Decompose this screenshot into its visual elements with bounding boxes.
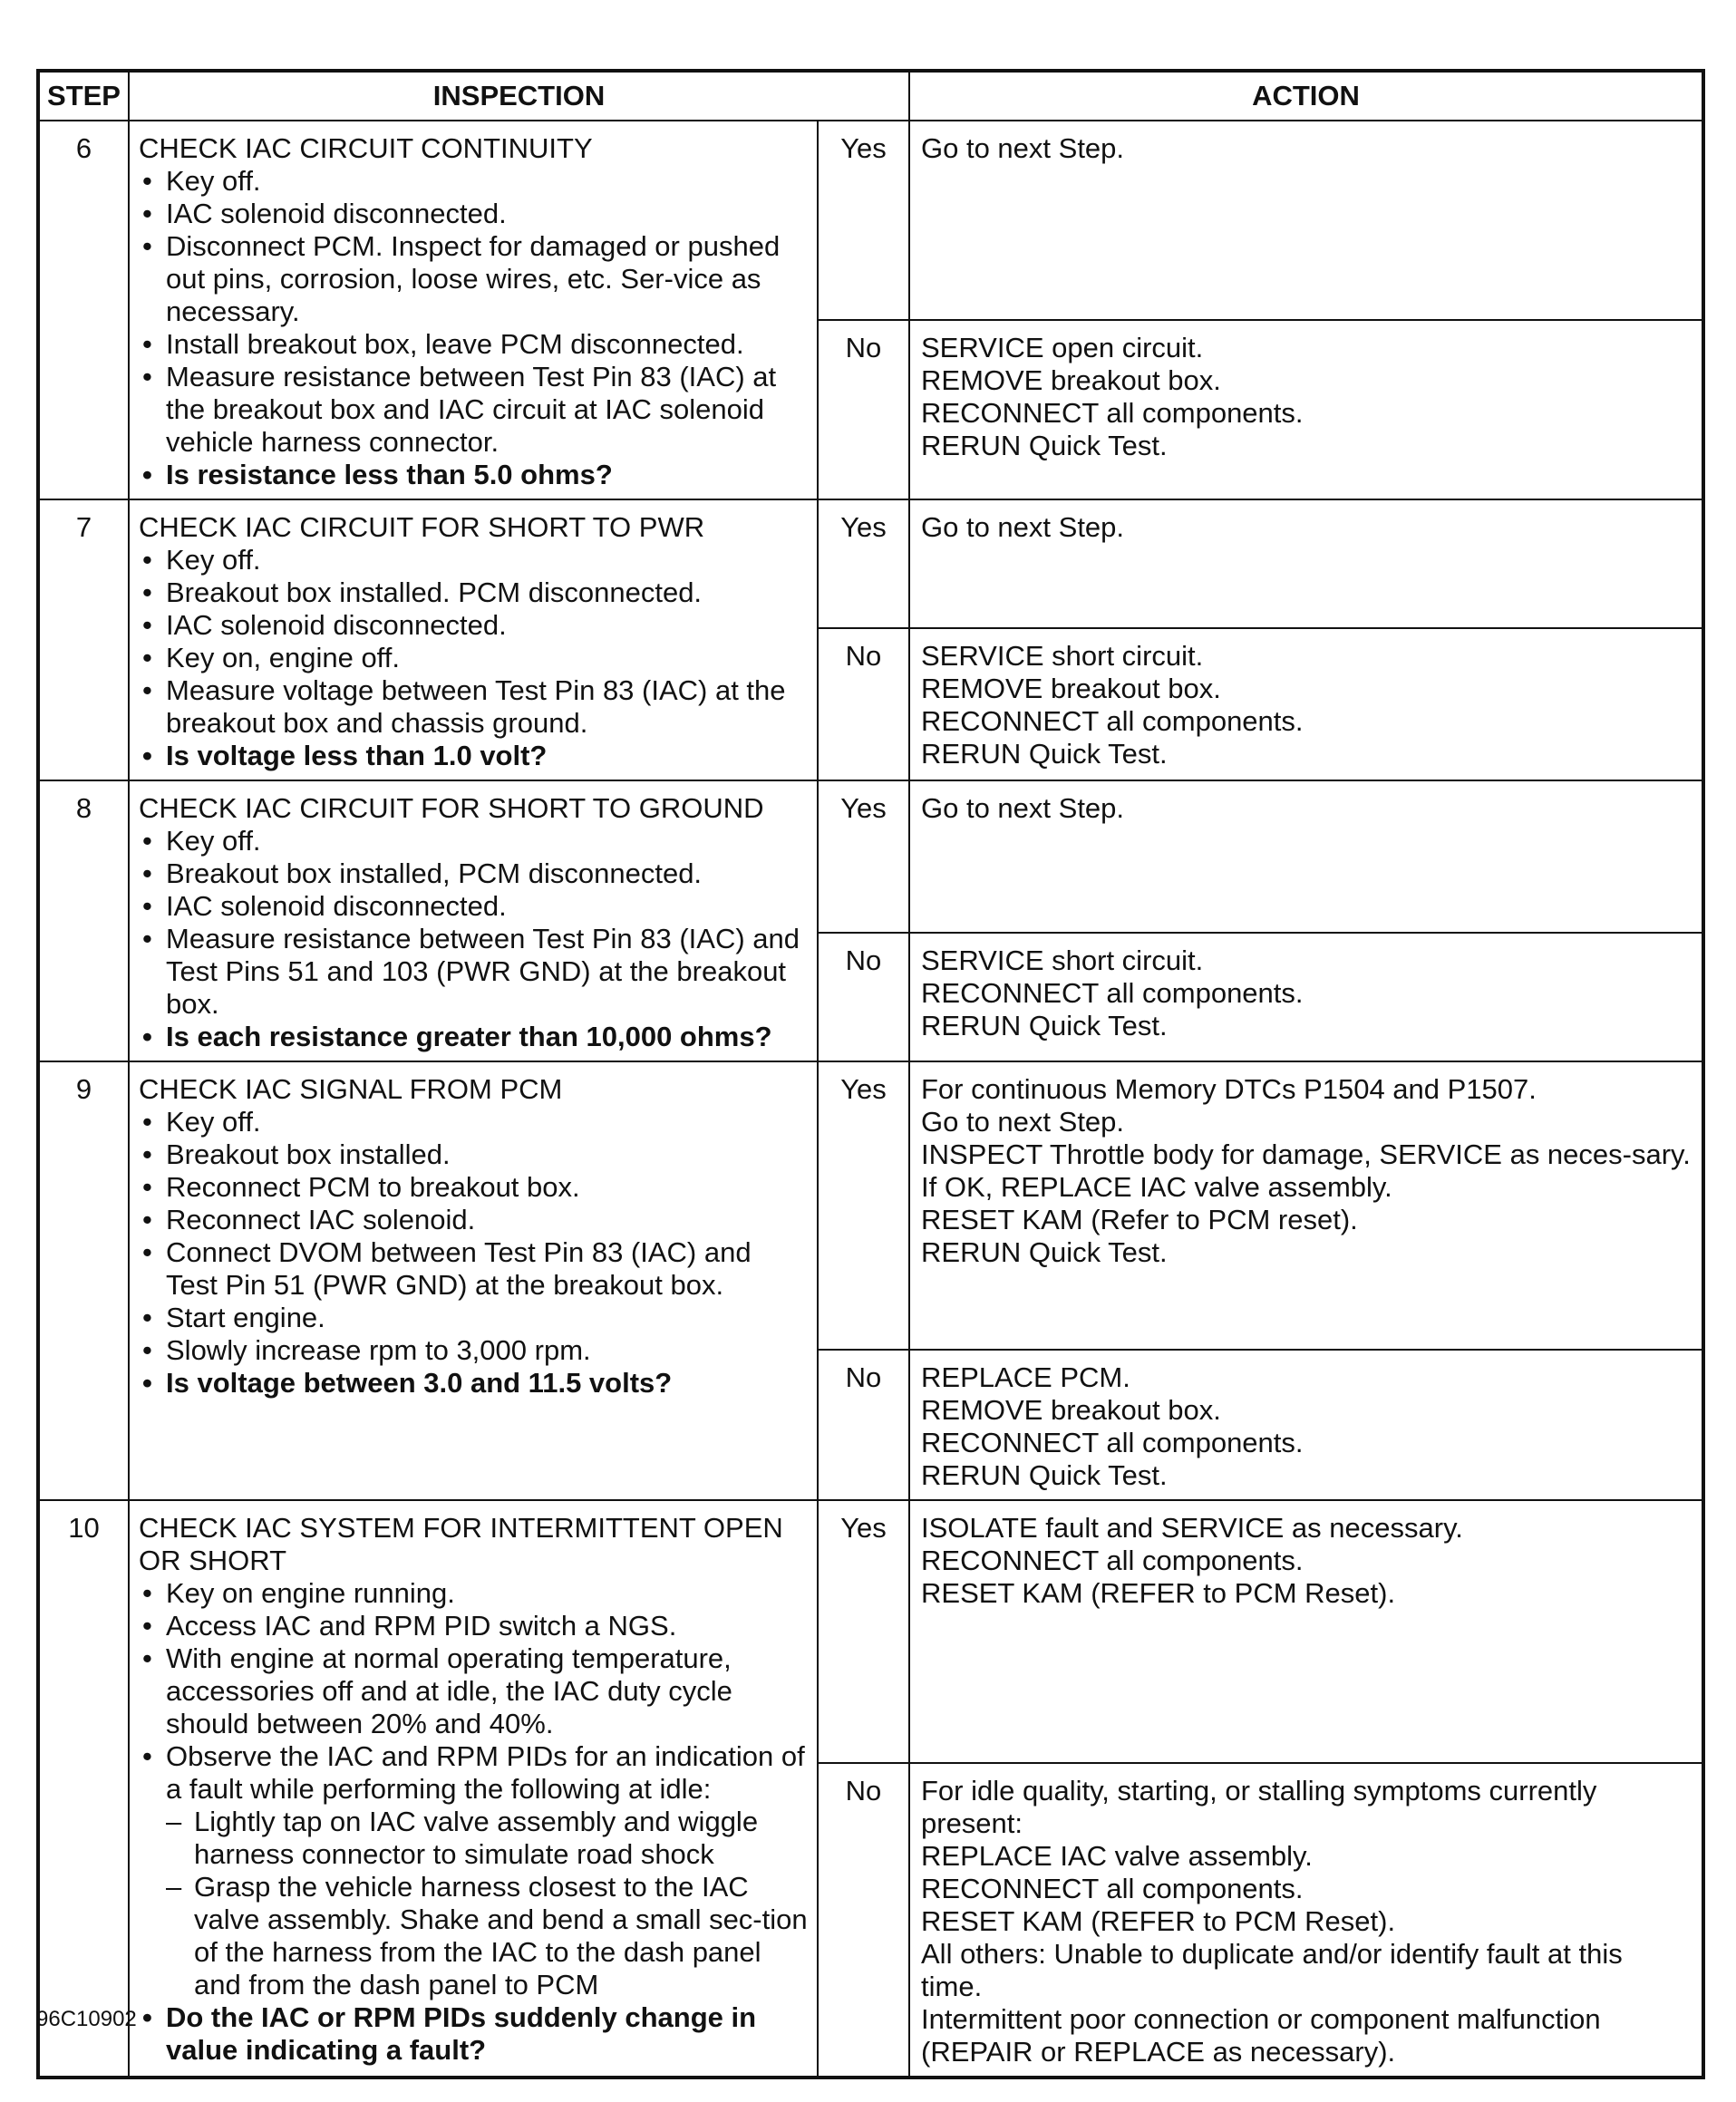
inspection-item-text: IAC solenoid disconnected.: [166, 609, 507, 641]
diagnostic-table: [36, 69, 1705, 2079]
inspection-list: [139, 544, 808, 772]
action-line: REMOVE breakout box.: [921, 364, 1221, 396]
inspection-item-text: Key off.: [166, 544, 261, 576]
inspection-item-text: Key on, engine off.: [166, 642, 400, 673]
step-row-yes: [38, 1500, 1703, 1763]
inspection-item-text: Measure resistance between Test Pin 83 (IAC) at the breakout box and IAC circuit at IAC solenoid vehicle harness connector.: [166, 361, 777, 458]
inspection-item-text: Start engine.: [166, 1302, 325, 1333]
inspection-item: [139, 361, 808, 459]
inspection-item: [139, 544, 808, 576]
inspection-item-text: Breakout box installed.: [166, 1138, 451, 1170]
answer-yes: Yes: [818, 780, 909, 933]
step-row-yes: [38, 780, 1703, 933]
step-row-yes: [38, 1061, 1703, 1350]
inspection-item: [139, 1302, 808, 1334]
step-number: 8: [38, 780, 129, 1061]
action-line: RERUN Quick Test.: [921, 1459, 1168, 1491]
answer-yes: Yes: [818, 1061, 909, 1350]
inspection-item: [139, 923, 808, 1021]
inspection-item-text: With engine at normal operating temperature, accessories off and at idle, the IAC duty cycle should between 20% and 40%.: [166, 1642, 732, 1739]
step-number: 9: [38, 1061, 129, 1500]
inspection-item-text: Observe the IAC and RPM PIDs for an indication of a fault while performing the following at idle:: [166, 1740, 805, 1805]
inspection-item: [139, 642, 808, 674]
inspection-cell: [129, 499, 818, 780]
inspection-question: • Is voltage less than 1.0 volt?: [139, 740, 808, 772]
action-line: RECONNECT all components.: [921, 977, 1304, 1009]
inspection-item: [139, 1204, 808, 1236]
inspection-item: [139, 825, 808, 857]
action-line: ISOLATE fault and SERVICE as necessary.: [921, 1512, 1463, 1544]
action-yes: [909, 1500, 1703, 1763]
action-yes: [909, 1061, 1703, 1350]
action-no: [909, 1763, 1703, 2078]
action-line: Go to next Step.: [921, 1106, 1125, 1138]
action-no: [909, 320, 1703, 499]
inspection-item-text: Reconnect PCM to breakout box.: [166, 1171, 580, 1203]
inspection-list: [139, 825, 808, 1053]
answer-yes: Yes: [818, 1500, 909, 1763]
action-line: RESET KAM (Refer to PCM reset).: [921, 1204, 1358, 1235]
inspection-title: CHECK IAC CIRCUIT CONTINUITY: [139, 132, 593, 164]
step-number: 10: [38, 1500, 129, 2078]
inspection-item: [139, 1334, 808, 1367]
inspection-title: CHECK IAC SIGNAL FROM PCM: [139, 1073, 563, 1105]
inspection-item: [139, 1577, 808, 1610]
inspection-item-text: Measure resistance between Test Pin 83 (IAC) and Test Pins 51 and 103 (PWR GND) at the breakout box.: [166, 923, 800, 1020]
action-line: RECONNECT all components.: [921, 705, 1304, 737]
step-row-yes: [38, 121, 1703, 320]
answer-no: No: [818, 1763, 909, 2078]
action-line: For continuous Memory DTCs P1504 and P1507.: [921, 1073, 1537, 1105]
inspection-item: [139, 1610, 808, 1642]
inspection-item-text: Access IAC and RPM PID switch a NGS.: [166, 1610, 677, 1642]
header-action: ACTION: [909, 71, 1703, 121]
action-line: RERUN Quick Test.: [921, 1010, 1168, 1041]
answer-no: No: [818, 320, 909, 499]
inspection-cell: [129, 1061, 818, 1500]
answer-no: No: [818, 933, 909, 1061]
step-number: 7: [38, 499, 129, 780]
header-row: [38, 71, 1703, 121]
action-line: RERUN Quick Test.: [921, 1236, 1168, 1268]
inspection-item-text: Breakout box installed. PCM disconnected.: [166, 576, 703, 608]
action-line: Intermittent poor connection or component malfunction (REPAIR or REPLACE as necessary).: [921, 2003, 1601, 2068]
inspection-item-text: IAC solenoid disconnected.: [166, 198, 507, 229]
inspection-item-text: Key off.: [166, 165, 261, 197]
step-row-yes: [38, 499, 1703, 628]
inspection-sublist: [166, 1806, 808, 2001]
action-line: REPLACE IAC valve assembly.: [921, 1840, 1313, 1872]
inspection-title: CHECK IAC CIRCUIT FOR SHORT TO GROUND: [139, 792, 764, 824]
action-no: [909, 628, 1703, 780]
inspection-item-text: Reconnect IAC solenoid.: [166, 1204, 476, 1235]
inspection-item: [139, 1171, 808, 1204]
answer-no: No: [818, 1350, 909, 1500]
inspection-item-text: Install breakout box, leave PCM disconnected.: [166, 328, 744, 360]
action-no: [909, 1350, 1703, 1500]
inspection-question: • Do the IAC or RPM PIDs suddenly change in value indicating a fault?: [139, 2001, 808, 2067]
header-step: STEP: [38, 71, 129, 121]
inspection-title: CHECK IAC CIRCUIT FOR SHORT TO PWR: [139, 511, 705, 543]
inspection-item: [139, 198, 808, 230]
action-line: SERVICE short circuit.: [921, 640, 1204, 672]
action-line: Go to next Step.: [921, 511, 1125, 543]
inspection-item-text: IAC solenoid disconnected.: [166, 890, 507, 922]
action-line: RERUN Quick Test.: [921, 430, 1168, 461]
inspection-list: [139, 165, 808, 491]
inspection-question: • Is voltage between 3.0 and 11.5 volts?: [139, 1367, 808, 1400]
action-line: REMOVE breakout box.: [921, 673, 1221, 704]
inspection-cell: [129, 1500, 818, 2078]
answer-yes: Yes: [818, 499, 909, 628]
inspection-cell: [129, 121, 818, 499]
action-line: SERVICE short circuit.: [921, 944, 1204, 976]
inspection-item: [139, 230, 808, 328]
inspection-item-text: Key on engine running.: [166, 1577, 455, 1609]
action-yes: [909, 499, 1703, 628]
action-yes: [909, 780, 1703, 933]
inspection-question: • Is each resistance greater than 10,000 ohms?: [139, 1021, 808, 1053]
inspection-item-text: Connect DVOM between Test Pin 83 (IAC) and Test Pin 51 (PWR GND) at the breakout box.: [166, 1236, 752, 1301]
action-no: [909, 933, 1703, 1061]
action-yes: [909, 121, 1703, 320]
action-line: RECONNECT all components.: [921, 1873, 1304, 1904]
inspection-item-text: Disconnect PCM. Inspect for damaged or pushed out pins, corrosion, loose wires, etc. Ser-vice as necessary.: [166, 230, 781, 327]
action-line: RESET KAM (REFER to PCM Reset).: [921, 1577, 1396, 1609]
action-line: For idle quality, starting, or stalling symptoms currently present:: [921, 1775, 1597, 1839]
action-line: Go to next Step.: [921, 132, 1125, 164]
inspection-item: [139, 165, 808, 198]
inspection-item: [139, 1138, 808, 1171]
action-line: RECONNECT all components.: [921, 1545, 1304, 1576]
inspection-item-text: Breakout box installed, PCM disconnected.: [166, 857, 703, 889]
action-line: SERVICE open circuit.: [921, 332, 1204, 363]
inspection-item: [139, 609, 808, 642]
inspection-item: [139, 674, 808, 740]
action-line: REPLACE PCM.: [921, 1361, 1130, 1393]
answer-no: No: [818, 628, 909, 780]
inspection-item-text: Measure voltage between Test Pin 83 (IAC) at the breakout box and chassis ground.: [166, 674, 786, 739]
header-inspection: INSPECTION: [129, 71, 909, 121]
action-line: REMOVE breakout box.: [921, 1394, 1221, 1426]
action-line: RECONNECT all components.: [921, 397, 1304, 429]
inspection-item: [139, 1236, 808, 1302]
inspection-item: [139, 1106, 808, 1138]
action-line: RERUN Quick Test.: [921, 738, 1168, 770]
action-line: RECONNECT all components.: [921, 1427, 1304, 1458]
inspection-subitem: – Grasp the vehicle harness closest to the IAC valve assembly. Shake and bend a small sec-tion of the harness from the IAC to the dash panel and from the dash panel to PCM: [166, 1871, 808, 2001]
inspection-title: CHECK IAC SYSTEM FOR INTERMITTENT OPEN OR SHORT: [139, 1512, 783, 1576]
inspection-list: [139, 1106, 808, 1400]
inspection-question: • Is resistance less than 5.0 ohms?: [139, 459, 808, 491]
inspection-item: [139, 857, 808, 890]
inspection-item-text: Slowly increase rpm to 3,000 rpm.: [166, 1334, 591, 1366]
inspection-subitem: – Lightly tap on IAC valve assembly and wiggle harness connector to simulate road shock: [166, 1806, 808, 1871]
figure-reference: 96C10902: [36, 2007, 137, 2031]
action-line: RESET KAM (REFER to PCM Reset).: [921, 1905, 1396, 1937]
inspection-item: [139, 890, 808, 923]
inspection-cell: [129, 780, 818, 1061]
inspection-item: [139, 1740, 808, 2001]
action-line: INSPECT Throttle body for damage, SERVICE as neces-sary. If OK, REPLACE IAC valve assembly.: [921, 1138, 1691, 1203]
inspection-list: [139, 1577, 808, 2067]
action-line: All others: Unable to duplicate and/or identify fault at this time.: [921, 1938, 1623, 2002]
inspection-item: [139, 328, 808, 361]
inspection-item-text: Key off.: [166, 1106, 261, 1138]
inspection-item: [139, 1642, 808, 1740]
inspection-item: [139, 576, 808, 609]
answer-yes: Yes: [818, 121, 909, 320]
inspection-item-text: Key off.: [166, 825, 261, 857]
action-line: Go to next Step.: [921, 792, 1125, 824]
step-number: 6: [38, 121, 129, 499]
